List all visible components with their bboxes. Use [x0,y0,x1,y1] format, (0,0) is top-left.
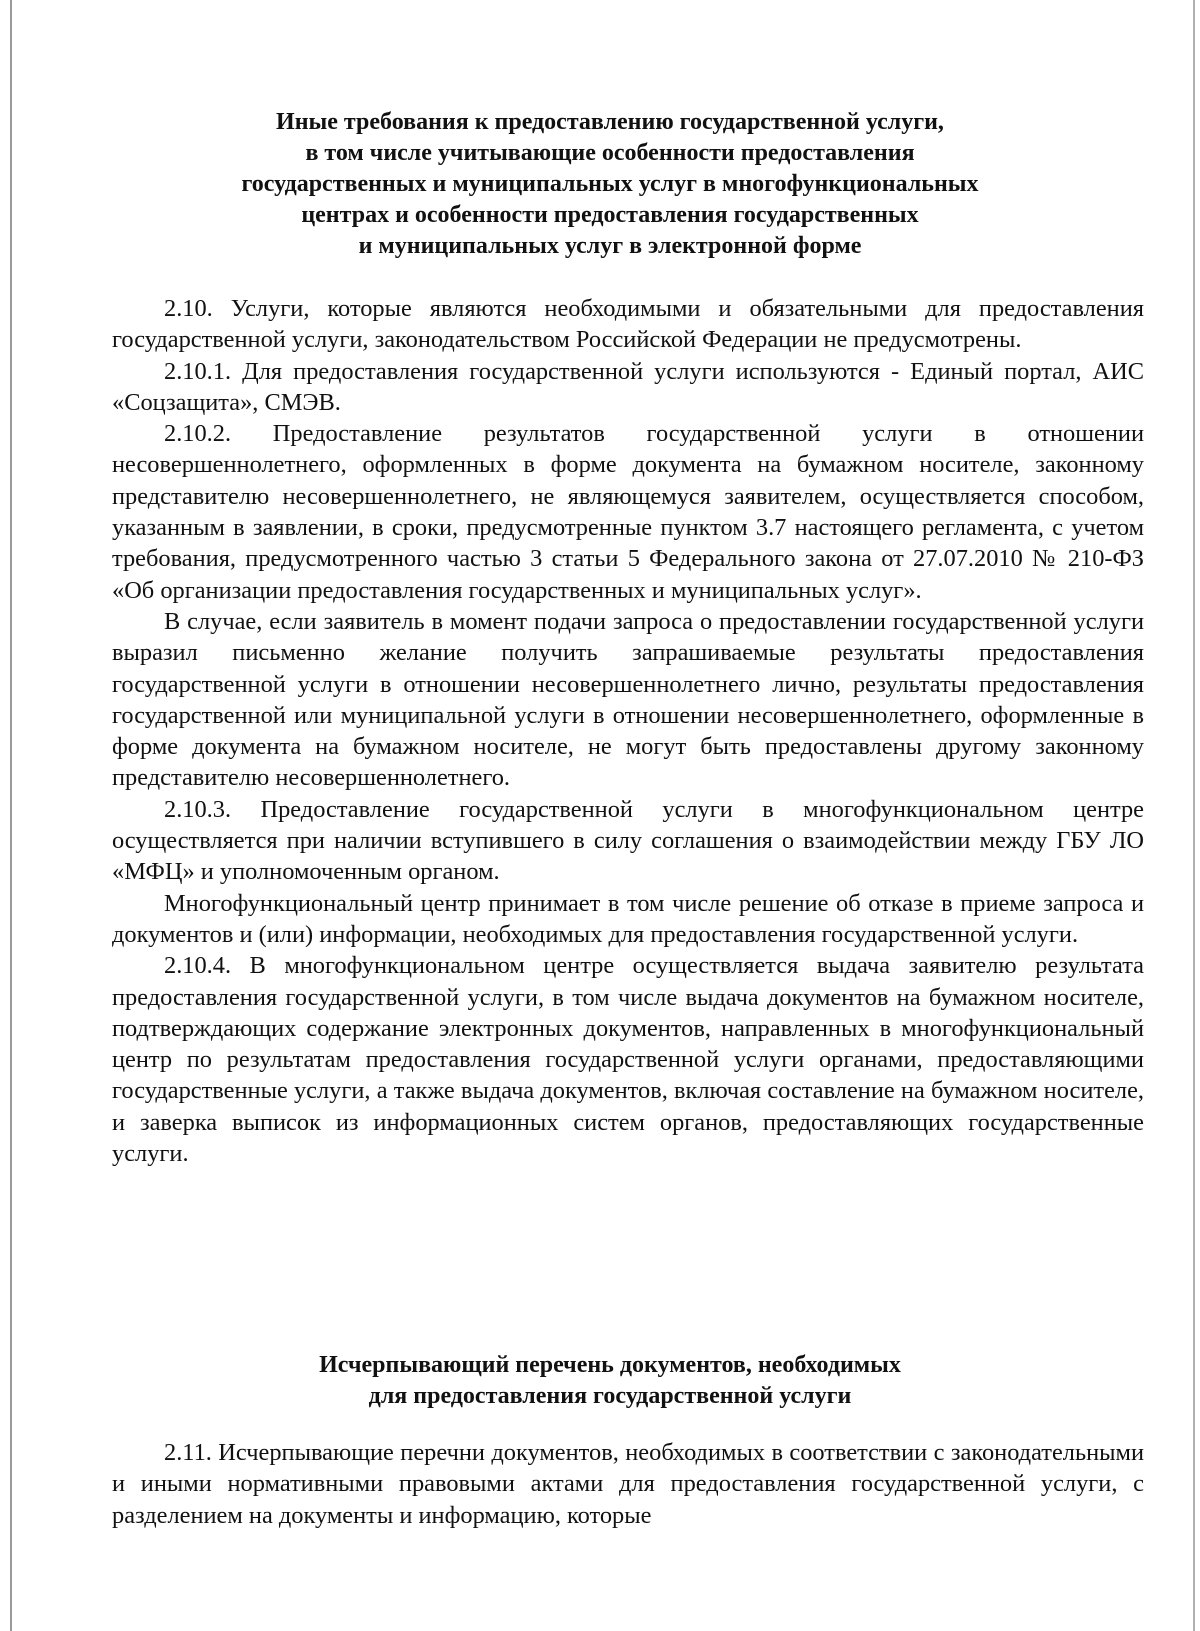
heading-line: для предоставления государственной услуги [368,1383,852,1409]
paragraph-2-10-3-continued: Многофункциональный центр принимает в том числе решение об отказе в приеме запроса и документов и (или) информации, необходимых для предоставления государственной услуги. [112,889,1144,948]
scan-edge-right [1193,0,1195,1631]
heading-line: Иные требования к предоставлению государственной услуги, [276,109,944,135]
paragraph-2-10-1: 2.10.1. Для предоставления государственной услуги используются - Единый портал, АИС «Соцзащита», СМЭВ. [112,357,1144,416]
paragraph-2-10: 2.10. Услуги, которые являются необходимыми и обязательными для предоставления государственной услуги, законодательством Российской Федерации не предусмотрены. [112,295,1144,354]
heading-line: центрах и особенности предоставления государственных [301,202,919,228]
paragraph-2-10-2-continued: В случае, если заявитель в момент подачи запроса о предоставлении государственной услуги выразил письменно желание получить запрашиваемые результаты предоставления государственной услуги в отношении несовершеннолетнего лично, результаты предоставления государственной или муниципальной услуги в отношении несовершеннолетнего, оформленные в форме документа на бумажном носителе, не могут быть предоставлены другому законному представителю несовершеннолетнего. [112,607,1144,792]
heading-line: в том числе учитывающие особенности предоставления [305,140,915,166]
paragraph-2-10-3: 2.10.3. Предоставление государственной услуги в многофункциональном центре осуществляется при наличии вступившего в силу соглашения о взаимодействии между ГБУ ЛО «МФЦ» и уполномоченным органом. [112,795,1144,886]
paragraph-2-10-4: 2.10.4. В многофункциональном центре осуществляется выдача заявителю результата предоставления государственной услуги, в том числе выдача документов на бумажном носителе, подтверждающих содержание электронных документов, направленных в многофункциональный центр по результатам предоставления государственной услуги органами, предоставляющими государственные услуги, а также выдача документов, включая составление на бумажном носителе, и заверка выписок из информационных систем органов, предоставляющих государственные услуги. [112,952,1144,1168]
section-heading-other-requirements [110,107,1110,262]
heading-line: Исчерпывающий перечень документов, необходимых [319,1352,901,1378]
scan-edge-left [10,0,12,1631]
section-body-document-list [112,1437,1144,1531]
heading-line: государственных и муниципальных услуг в многофункциональных [241,171,979,197]
paragraph-2-10-2: 2.10.2. Предоставление результатов государственной услуги в отношении несовершеннолетнего, оформленных в форме документа на бумажном носителе, законному представителю несовершеннолетнего, не являющемуся заявителем, осуществляется способом, указанным в заявлении, в сроки, предусмотренные пунктом 3.7 настоящего регламента, с учетом требования, предусмотренного частью 3 статьи 5 Федерального закона от 27.07.2010 № 210-ФЗ «Об организации предоставления государственных и муниципальных услуг». [112,420,1144,604]
section-body-other-requirements [112,293,1144,1169]
section-heading-document-list [110,1350,1110,1412]
heading-line: и муниципальных услуг в электронной форме [358,233,862,259]
paragraph-2-11: 2.11. Исчерпывающие перечни документов, необходимых в соответствии с законодательными и иными нормативными правовыми актами для предоставления государственной услуги, с разделением на документы и информацию, которые [112,1439,1144,1529]
